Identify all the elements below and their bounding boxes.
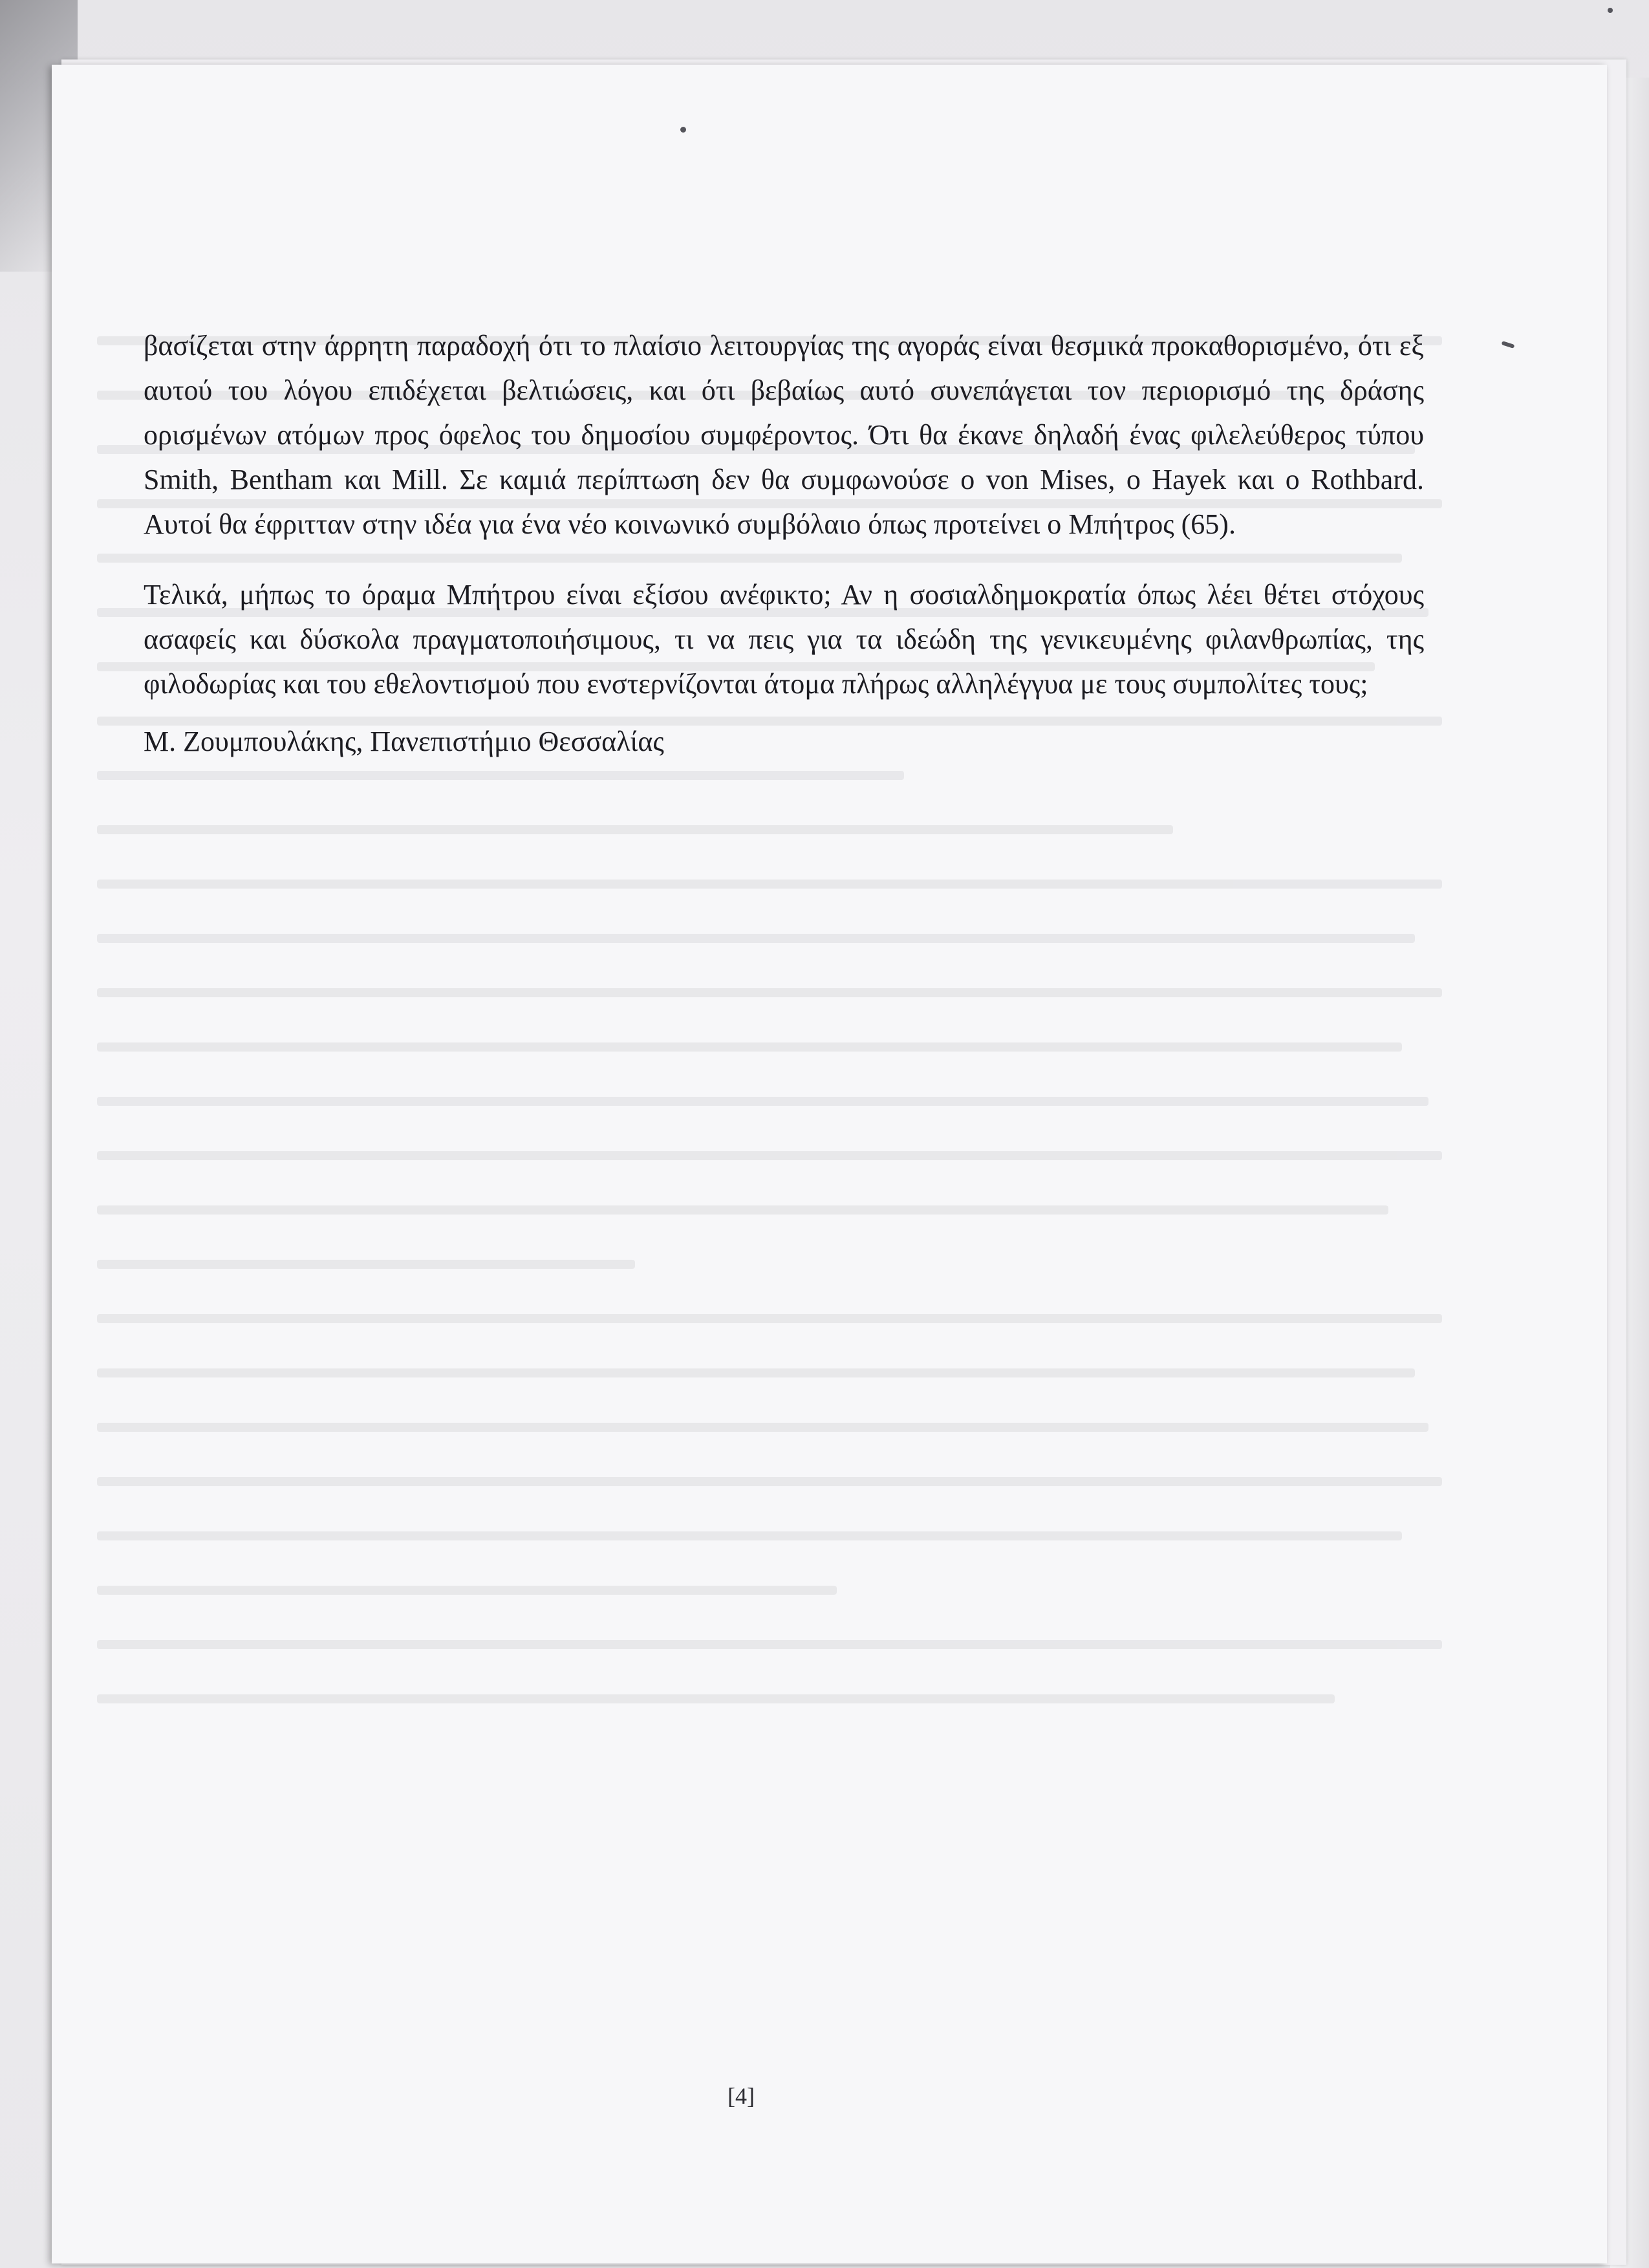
author-signature: Μ. Ζουμπουλάκης, Πανεπιστήμιο Θεσσαλίας	[144, 726, 664, 757]
paragraph: Τελικά, μήπως το όραμα Μπήτρου είναι εξίσου ανέφικτο; Αν η σοσιαλδημοκρατία όπως λέει θέτει στόχους ασαφείς και δύσκολα πραγματοποιήσιμους, τι να πεις για τα ιδεώδη της γενικευμένης φιλανθρωπίας, της φιλοδωρίας και του εθελοντισμού που ενστερνίζονται άτομα πλήρως αλληλέγγυα με τους συμπολίτες τους;	[144, 579, 1424, 700]
scan-speck	[680, 127, 686, 133]
scan-speck	[1608, 8, 1613, 13]
paragraph: βασίζεται στην άρρητη παραδοχή ότι το πλαίσιο λειτουργίας της αγοράς είναι θεσμικά προκαθορισμένο, ότι εξ αυτού του λόγου επιδέχεται βελτιώσεις, και ότι βεβαίως αυτό συνεπάγεται τον περιορισμό της δράσης ορισμένων ατόμων προς όφελος του δημοσίου συμφέροντος. Ότι θα έκανε δηλαδή ένας φιλελεύθερος τύπου Smith, Bentham και Mill. Σε καμιά περίπτωση δεν θα συμφωνούσε ο von Mises, ο Hayek και ο Rothbard. Αυτοί θα έφριτταν στην ιδέα για ένα νέο κοινωνικό συμβόλαιο όπως προτείνει ο Μπήτρος (65).	[144, 330, 1424, 540]
page-number: [4]	[727, 2083, 755, 2109]
document-body	[144, 323, 1424, 764]
